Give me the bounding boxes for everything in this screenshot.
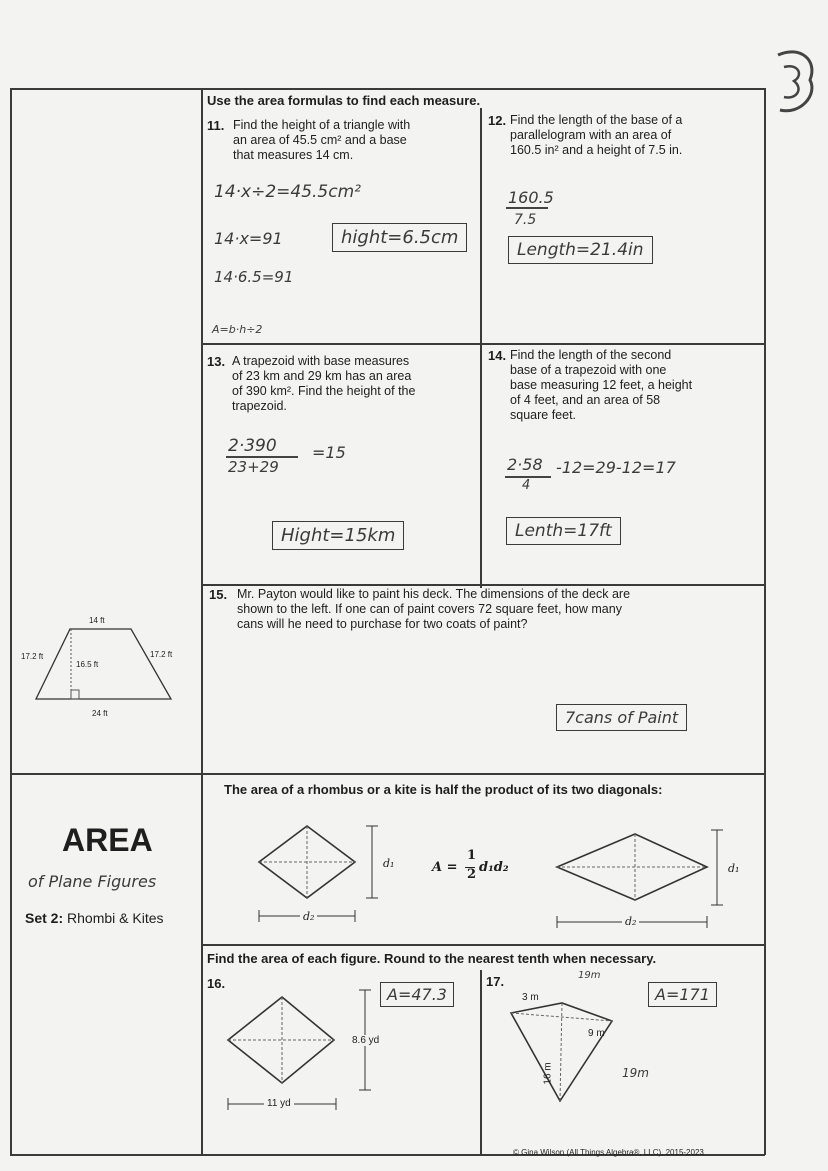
problem-12-work-denominator: 7.5 — [514, 212, 537, 228]
trapezoid-bottom-label: 24 ft — [92, 709, 108, 718]
problem-17-note-top: 19m — [578, 970, 601, 981]
problem-12-work-numerator: 160.5 — [508, 188, 554, 207]
rhombus-d1-label: d₁ — [383, 857, 395, 870]
problem-11-number: 11. — [207, 118, 225, 133]
trapezoid-height-label: 16.5 ft — [76, 660, 99, 669]
problem-14-line-1: Find the length of the second — [510, 348, 672, 362]
problem-14-work-numerator: 2·58 — [507, 455, 543, 474]
formula-lhs: A = — [432, 860, 458, 875]
problem-13-answer: Hight=15km — [272, 521, 404, 550]
formula-rhs: d₁d₂ — [479, 860, 509, 875]
problem-13-line-1: A trapezoid with base measures — [232, 354, 410, 368]
problem-13-line-3: of 390 km². Find the height of the — [232, 384, 416, 398]
sidebar-title: AREA — [62, 822, 153, 858]
problem-17-answer: A=171 — [648, 982, 717, 1007]
problem-11-work-2: 14·x=91 — [214, 229, 283, 248]
problem-14-line-2: base of a trapezoid with one — [510, 363, 667, 377]
problem-12-line-1: Find the length of the base of a — [510, 113, 683, 127]
problem-17-side-label: 9 m — [588, 1028, 605, 1039]
kite-d1-label: d₁ — [728, 862, 740, 875]
problem-16-number: 16. — [207, 976, 226, 991]
instructions-heading: Use the area formulas to find each measure. — [207, 93, 481, 108]
problem-11-work-1: 14·x÷2=45.5cm² — [214, 182, 361, 202]
problem-17-diagonal-label: 16 m — [542, 1062, 554, 1085]
problem-14-work-denominator: 4 — [522, 478, 531, 493]
problem-12-answer: Length=21.4in — [508, 236, 653, 264]
problem-15-line-1: Mr. Payton would like to paint his deck. The dimensions of the deck are — [237, 587, 631, 601]
problem-14-line-4: of 4 feet, and an area of 58 — [510, 393, 661, 407]
problem-13-work-denominator: 23+29 — [228, 458, 279, 476]
trapezoid-left-label: 17.2 ft — [21, 652, 44, 661]
problem-11-work-3: 14·6.5=91 — [214, 268, 294, 286]
find-area-heading: Find the area of each figure. Round to the nearest tenth when necessary. — [207, 951, 657, 966]
problem-12-number: 12. — [488, 113, 507, 128]
rhombus-heading: The area of a rhombus or a kite is half the product of its two diagonals: — [224, 782, 663, 797]
problem-11-line-1: Find the height of a triangle with — [233, 118, 411, 132]
problem-15-line-3: cans will he need to purchase for two coats of paint? — [237, 617, 528, 631]
problem-14-line-3: base measuring 12 feet, a height — [510, 378, 693, 392]
problem-14-line-5: square feet. — [510, 408, 577, 422]
rhombus-d2-label: d₂ — [300, 910, 317, 923]
problem-13-line-4: trapezoid. — [232, 399, 287, 413]
kite-d2-label: d₂ — [622, 915, 639, 928]
problem-16-answer: A=47.3 — [380, 982, 454, 1007]
problem-14-work-result: -12=29-12=17 — [556, 458, 676, 477]
problem-11-line-3: that measures 14 cm. — [233, 148, 354, 162]
problem-13-work-numerator: 2·390 — [228, 436, 277, 456]
problem-15-line-2: shown to the left. If one can of paint covers 72 square feet, how many — [237, 602, 622, 616]
problem-16-vertical-label: 8.6 yd — [352, 1035, 380, 1046]
problem-12-line-3: 160.5 in² and a height of 7.5 in. — [510, 143, 683, 157]
problem-17-note-side: 19m — [622, 1066, 649, 1080]
problem-11-work-4: A=b·h÷2 — [212, 323, 263, 336]
problem-16-horizontal-label: 11 yd — [264, 1098, 294, 1109]
problem-15-answer: 7cans of Paint — [556, 704, 687, 731]
copyright-footer: © Gina Wilson (All Things Algebra®, LLC), 2015-2023 — [513, 1148, 704, 1157]
problem-15-number: 15. — [209, 587, 228, 602]
formula-numerator: 1 — [467, 848, 477, 863]
problem-14-answer: Lenth=17ft — [506, 517, 621, 545]
sidebar-set-label: Set 2: — [25, 910, 64, 926]
formula-denominator: 2 — [467, 867, 477, 882]
problem-11-answer: hight=6.5cm — [332, 223, 467, 252]
problem-13-number: 13. — [207, 354, 226, 369]
sidebar-set-name: Rhombi & Kites — [67, 910, 164, 926]
problem-17-top-label: 3 m — [522, 992, 539, 1003]
problem-11-line-2: an area of 45.5 cm² and a base — [233, 133, 407, 147]
problem-17-number: 17. — [486, 974, 505, 989]
trapezoid-top-label: 14 ft — [89, 616, 105, 625]
trapezoid-right-label: 17.2 ft — [150, 650, 173, 659]
problem-12-line-2: parallelogram with an area of — [510, 128, 672, 142]
problem-13-line-2: of 23 km and 29 km has an area — [232, 369, 412, 383]
problem-14-number: 14. — [488, 348, 507, 363]
sidebar-subtitle: of Plane Figures — [28, 872, 157, 891]
problem-13-work-result: =15 — [312, 443, 346, 462]
